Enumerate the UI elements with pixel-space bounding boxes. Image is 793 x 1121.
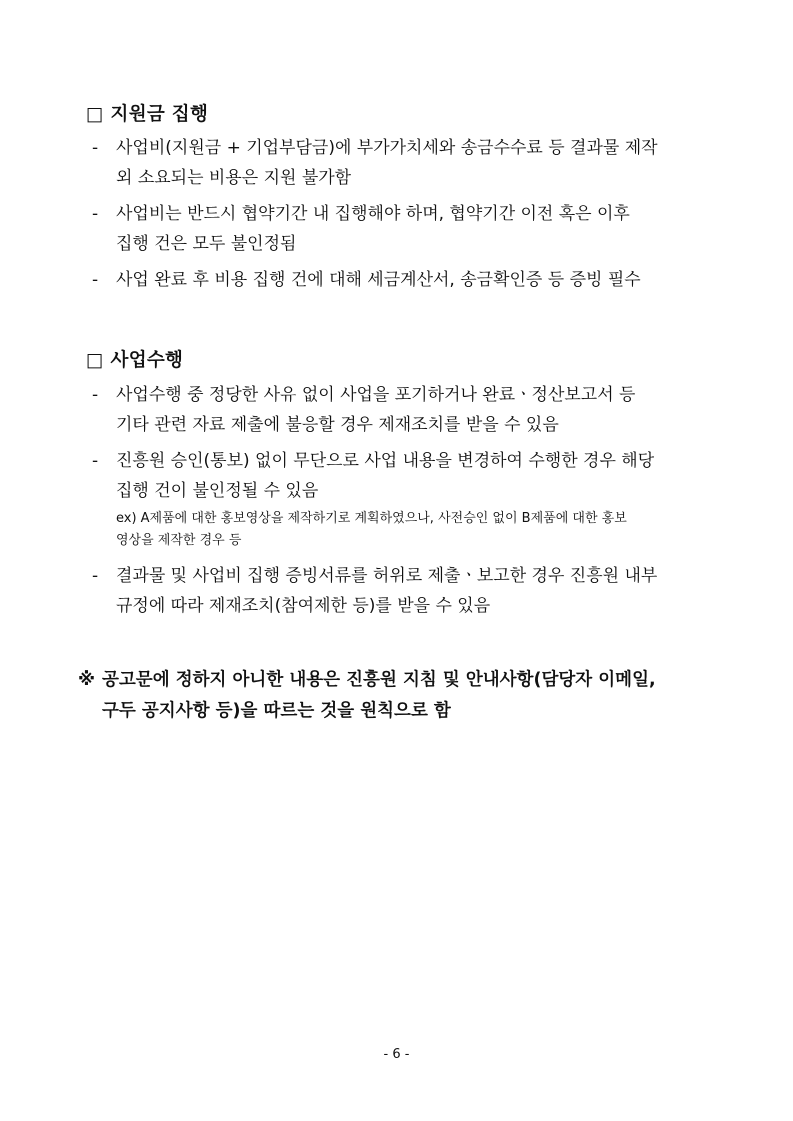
bullet-dash: - bbox=[92, 138, 99, 158]
page-number: - 6 - bbox=[383, 1047, 410, 1062]
bullet-line: 사업비(지원금 + 기업부담금)에 부가가치세와 송금수수료 등 결과물 제작 bbox=[116, 138, 658, 158]
bullet-item bbox=[92, 133, 722, 193]
bullet-item bbox=[92, 561, 722, 621]
bullet-dash: - bbox=[92, 566, 99, 586]
bullet-line: 집행 건은 모두 불인정됨 bbox=[116, 234, 297, 254]
bullet-line: 진흥원 승인(통보) 없이 무단으로 사업 내용을 변경하여 수행한 경우 해당 bbox=[116, 451, 655, 471]
bullet-dash: - bbox=[92, 385, 99, 405]
example-line: 영상을 제작한 경우 등 bbox=[116, 533, 242, 548]
bullet-line: 사업비는 반드시 협약기간 내 집행해야 하며, 협약기간 이전 혹은 이후 bbox=[116, 204, 630, 224]
bullet-item bbox=[92, 380, 722, 440]
bullet-dash: - bbox=[92, 451, 99, 471]
bullet-line: 집행 건이 불인정될 수 있음 bbox=[116, 481, 319, 501]
notice bbox=[78, 665, 656, 727]
bullet-dash: - bbox=[92, 204, 99, 224]
section-heading-project: □ 사업수행 bbox=[86, 350, 184, 371]
bullet-item bbox=[92, 199, 722, 259]
reference-mark-icon: ※ bbox=[78, 670, 96, 690]
notice-line: 구두 공지사항 등)을 따르는 것을 원칙으로 함 bbox=[102, 701, 451, 721]
bullet-item bbox=[92, 446, 722, 506]
bullet-line: 외 소요되는 비용은 지원 불가함 bbox=[116, 168, 352, 188]
bullet-item bbox=[92, 265, 722, 295]
bullet-line: 기타 관련 자료 제출에 불응할 경우 제재조치를 받을 수 있음 bbox=[116, 415, 559, 435]
bullet-line: 사업수행 중 정당한 사유 없이 사업을 포기하거나 완료ㆍ정산보고서 등 bbox=[116, 385, 636, 405]
bullet-line: 결과물 및 사업비 집행 증빙서류를 허위로 제출ㆍ보고한 경우 진흥원 내부 bbox=[116, 566, 658, 586]
bullet-dash: - bbox=[92, 270, 99, 290]
bullet-line: 규정에 따라 제재조치(참여제한 등)를 받을 수 있음 bbox=[116, 596, 491, 616]
bullet-line: 사업 완료 후 비용 집행 건에 대해 세금계산서, 송금확인증 등 증빙 필수 bbox=[116, 270, 641, 290]
notice-line: 공고문에 정하지 아니한 내용은 진흥원 지침 및 안내사항(담당자 이메일, bbox=[102, 670, 656, 690]
example-note bbox=[116, 508, 627, 552]
section-heading-funding: □ 지원금 집행 bbox=[86, 104, 209, 125]
example-line: ex) A제품에 대한 홍보영상을 제작하기로 계획하였으나, 사전승인 없이 B제품에 대한 홍보 bbox=[116, 511, 627, 526]
